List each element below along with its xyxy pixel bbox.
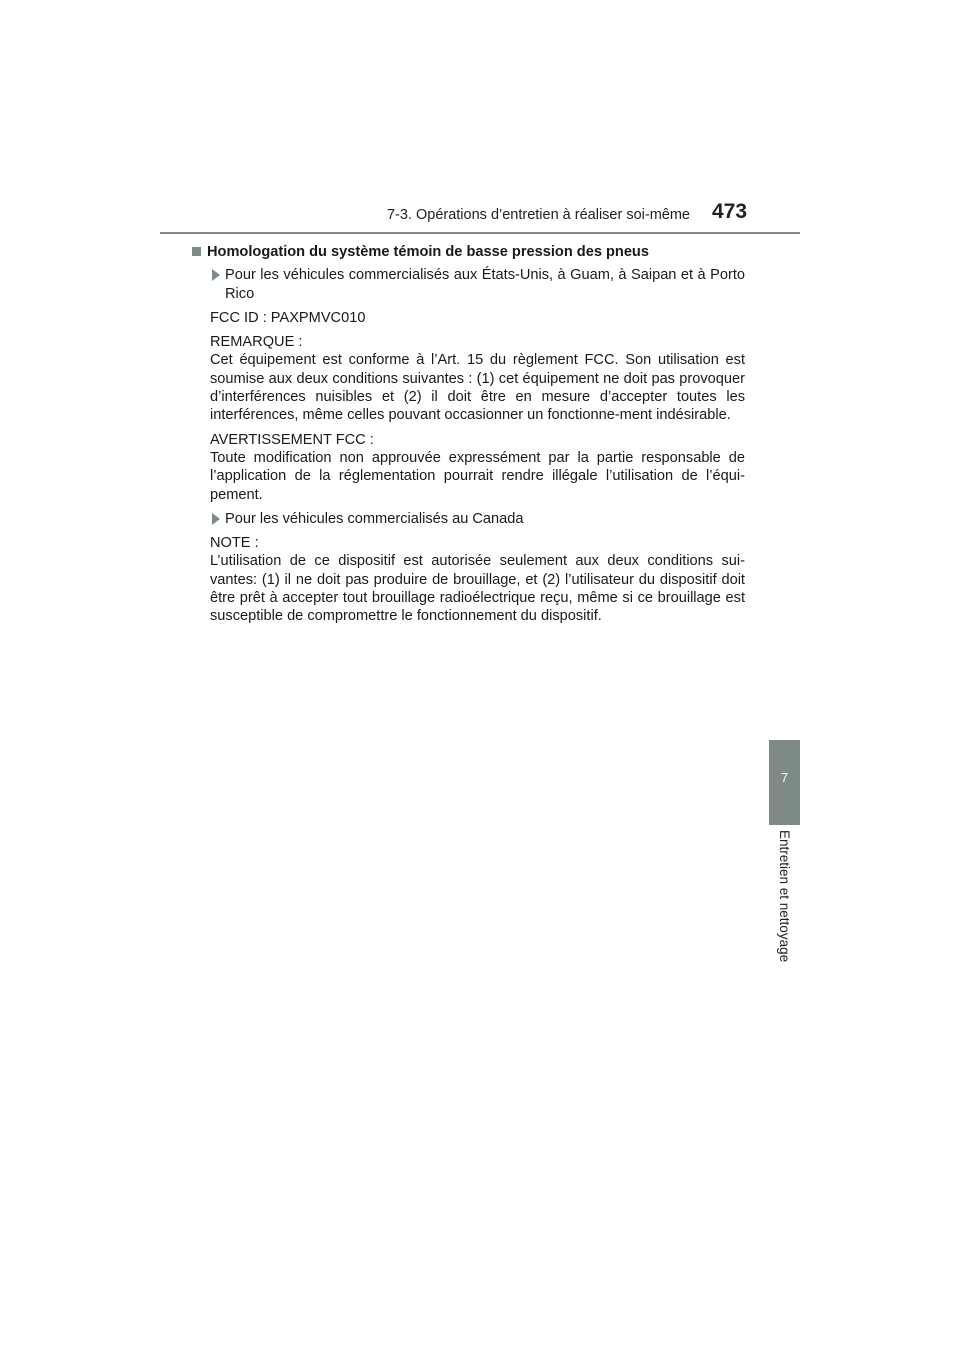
warning-title: AVERTISSEMENT FCC : xyxy=(210,431,374,448)
triangle-right-icon xyxy=(212,513,220,525)
page-number: 473 xyxy=(712,200,748,223)
section-heading xyxy=(192,243,745,261)
remark-title: REMARQUE : xyxy=(210,334,303,351)
warning-block xyxy=(210,431,745,504)
chapter-number: 7 xyxy=(780,770,789,785)
header-divider xyxy=(160,232,800,234)
note-title: NOTE : xyxy=(210,535,259,552)
triangle-right-icon xyxy=(212,269,220,281)
note-body: L’utilisation de ce dispositif est autorisée seulement aux deux conditions sui-vantes: (1) il ne doit pas produire de brouillage, et (2) l’utilisateur du dispositif doit être prêt à accepter tout brouillage radioélectrique reçu, même si ce brouillage est susceptible de compromettre le fonctionnement du dispositif. xyxy=(210,553,745,625)
remark-body: Cet équipement est conforme à l’Art. 15 du règlement FCC. Son utilisation est soumise aux deux conditions suivantes : (1) cet équipement ne doit pas provoquer d’interférences nuisibles et (2) il doit être en mesure d’accepter toutes les interférences, même celles pouvant occasionner un fonctionne-ment indésirable. xyxy=(210,352,745,424)
square-icon xyxy=(192,247,201,256)
page-content xyxy=(207,243,745,632)
bullet-us xyxy=(212,266,745,303)
remark-block xyxy=(210,333,745,424)
fcc-id: FCC ID : PAXPMVC010 xyxy=(210,309,366,326)
chapter-label: Entretien et nettoyage xyxy=(777,830,792,963)
bullet-canada xyxy=(212,510,745,528)
note-block xyxy=(210,534,745,625)
section-title: 7-3. Opérations d’entretien à réaliser soi-même xyxy=(386,207,690,223)
bullet-canada-text: Pour les véhicules commercialisés au Canada xyxy=(225,510,524,527)
section-heading-text: Homologation du système témoin de basse pression des pneus xyxy=(207,244,649,260)
warning-body: Toute modification non approuvée expressément par la partie responsable de l’application de la réglementation pourrait rendre illégale l’utilisation de l’équi-pement. xyxy=(210,449,745,503)
bullet-us-text: Pour les véhicules commercialisés aux États-Unis, à Guam, à Saipan et à Porto Rico xyxy=(225,267,745,302)
chapter-tab xyxy=(769,740,800,825)
